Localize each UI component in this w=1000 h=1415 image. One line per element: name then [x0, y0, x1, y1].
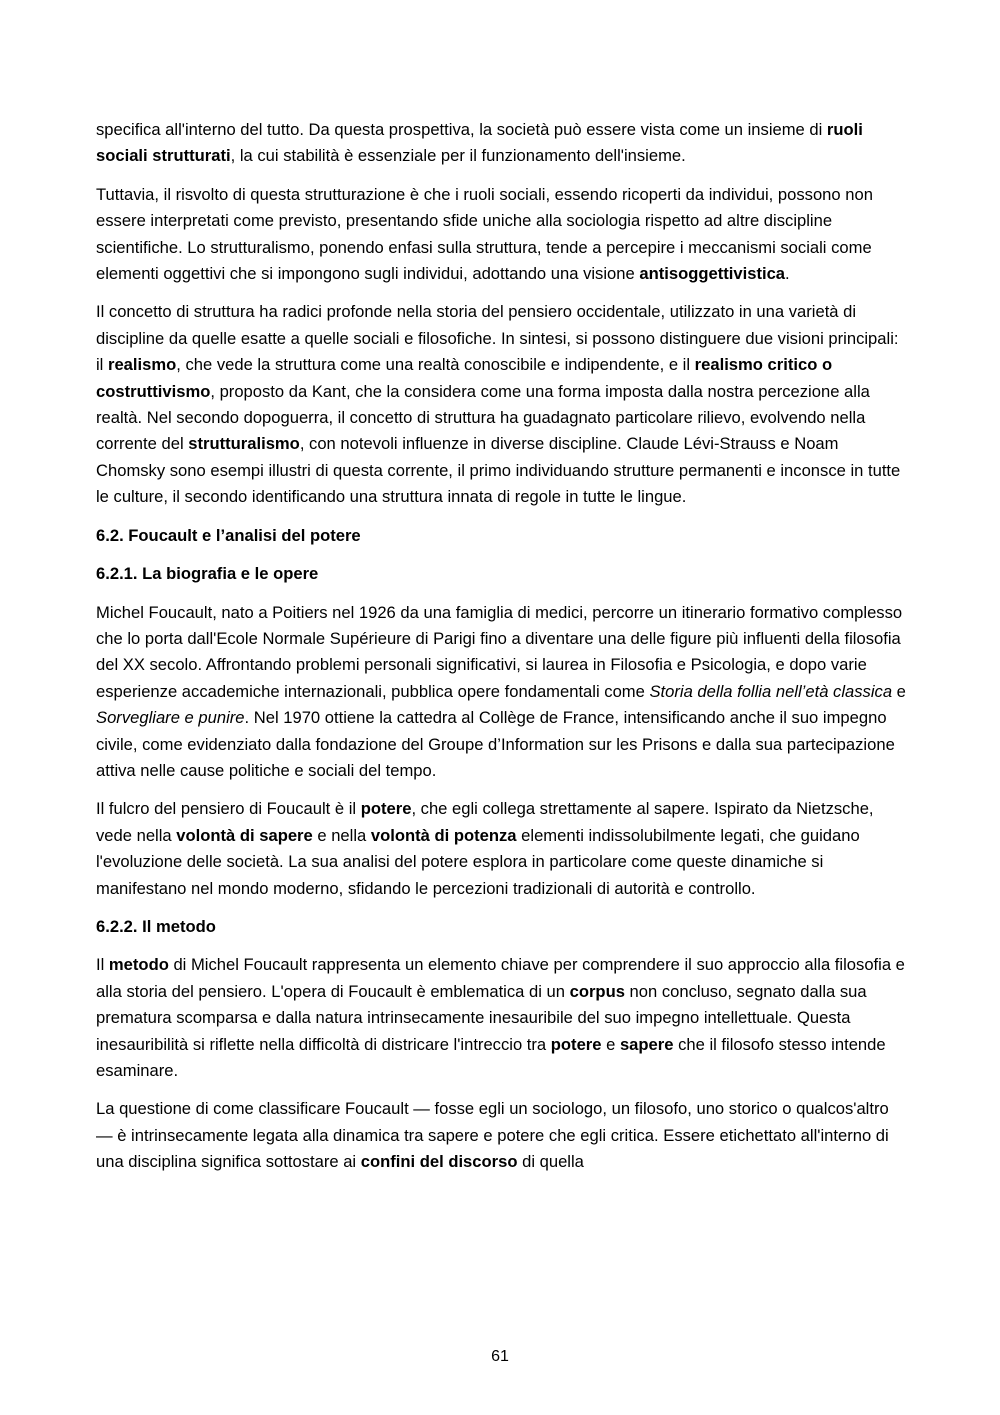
text: Tuttavia, il risvolto di questa strutturazione è che i ruoli sociali, essendo ricoperti da individui, possono non essere interpretati come previsto, presentando sfide uniche alla sociologia rispetto ad altre discipline scientifiche. Lo strutturalismo, ponendo enfasi sulla struttura, tende a percepire i meccanismi sociali come elementi oggettivi che si impongono sugli individui, adottando una visione [96, 184, 873, 284]
bold-term: antisoggettivistica [639, 264, 786, 284]
section-heading-6-2-1: 6.2.1. La biografia e le opere [96, 564, 319, 584]
text: Il [96, 955, 109, 975]
paragraph-1 [96, 117, 908, 170]
italic-title: Storia della follia nell’età classica [649, 681, 893, 701]
text: , proposto da Kant, che la considera come una forma imposta dalla nostra percezione alla realtà. Nel secondo dopoguerra, il concetto di struttura ha guadagnato particolare rilievo, evolvendo nella corrente del [96, 381, 870, 454]
bold-term: potere [550, 1034, 602, 1054]
paragraph-7 [96, 1096, 908, 1175]
text: non concluso, segnato dalla sua prematura scomparsa e dalla natura intrinsecamente inesauribile del suo impegno intellettuale. Questa inesauribilità si riflette nella difficoltà di districare l'intreccio tra [96, 981, 867, 1054]
bold-term: realismo [107, 355, 177, 375]
text: Michel Foucault, nato a Poitiers nel 1926 da una famiglia di medici, percorre un itinerario formativo complesso che lo porta dall'Ecole Normale Supérieure di Parigi fino a diventare una delle figure più influenti della filosofia del XX secolo. Affrontando problemi personali significativi, si laurea in Filosofia e Psicologia, e dopo varie esperienze accademiche internazionali, pubblica opere fondamentali come [96, 602, 903, 701]
text: di Michel Foucault rappresenta un elemento chiave per comprendere il suo approccio alla filosofia e alla storia del pensiero. L'opera di Foucault è emblematica di un [96, 955, 905, 1001]
bold-term: confini del discorso [360, 1152, 518, 1172]
italic-title: Sorvegliare e punire [96, 708, 245, 728]
text: e [601, 1034, 620, 1054]
paragraph-2 [96, 182, 908, 288]
text: e [892, 681, 906, 701]
bold-term: sapere [619, 1034, 674, 1054]
text: , con notevoli influenze in diverse discipline. Claude Lévi-Strauss e Noam Chomsky sono esempi illustri di questa corrente, il primo individuando strutture permanenti e inconsce in tutte le culture, il secondo identificando una struttura innata di regole in tutte le lingue. [96, 434, 901, 507]
bold-term: strutturalismo [188, 434, 300, 454]
section-heading-6-2: 6.2. Foucault e l’analisi del potere [96, 525, 361, 545]
text: specifica all'interno del tutto. Da questa prospettiva, la società può essere vista come un insieme di [96, 120, 827, 139]
bold-term: metodo [108, 955, 169, 975]
paragraph-6 [96, 952, 908, 1084]
paragraph-5 [96, 796, 908, 902]
document-body [96, 117, 908, 1188]
text: Il concetto di struttura ha radici profonde nella storia del pensiero occidentale, utilizzato in una varietà di discipline da quelle esatte a quelle sociali e filosofiche. In sintesi, si possono distinguere due visioni principali: il [96, 302, 899, 375]
bold-term: ruoli sociali strutturati [96, 120, 863, 166]
text: di quella [517, 1152, 584, 1172]
bold-term: potere [360, 799, 412, 819]
text: e nella [312, 825, 371, 845]
text: La questione di come classificare Foucault — fosse egli un sociologo, un filosofo, uno storico o qualcos'altro — è intrinsecamente legata alla dinamica tra sapere e potere che egli critica. Essere etichettato all'interno di una disciplina significa sottostare ai [96, 1099, 889, 1172]
text: , la cui stabilità è essenziale per il funzionamento dell'insieme. [230, 146, 686, 166]
paragraph-3 [96, 299, 908, 510]
text: , che vede la struttura come una realtà conoscibile e indipendente, e il [176, 355, 695, 375]
text: . Nel 1970 ottiene la cattedra al Collège de France, intensificando anche il suo impegno civile, come evidenziato dalla fondazione del Groupe d’Information sur les Prisons e dalla sua partecipazione attiva nelle cause politiche e sociali del tempo. [96, 708, 895, 780]
bold-term: volontà di potenza [370, 825, 517, 845]
text: . [785, 264, 790, 284]
bold-term: volontà di sapere [176, 825, 313, 845]
text: che il filosofo stesso intende esaminare. [96, 1034, 886, 1080]
text: , che egli collega strettamente al sapere. Ispirato da Nietzsche, vede nella [96, 799, 874, 845]
section-heading-6-2-2: 6.2.2. Il metodo [96, 916, 216, 936]
text: Il fulcro del pensiero di Foucault è il [96, 799, 361, 819]
text: elementi indissolubilmente legati, che guidano l'evoluzione delle società. La sua analisi del potere esplora in particolare come queste dinamiche si manifestano nel mondo moderno, sfidando le percezioni tradizionali di autorità e controllo. [96, 825, 860, 898]
paragraph-4 [96, 600, 908, 785]
page-number: 61 [491, 1348, 509, 1365]
bold-term: corpus [569, 981, 625, 1001]
bold-term: realismo critico o costruttivismo [96, 355, 833, 401]
